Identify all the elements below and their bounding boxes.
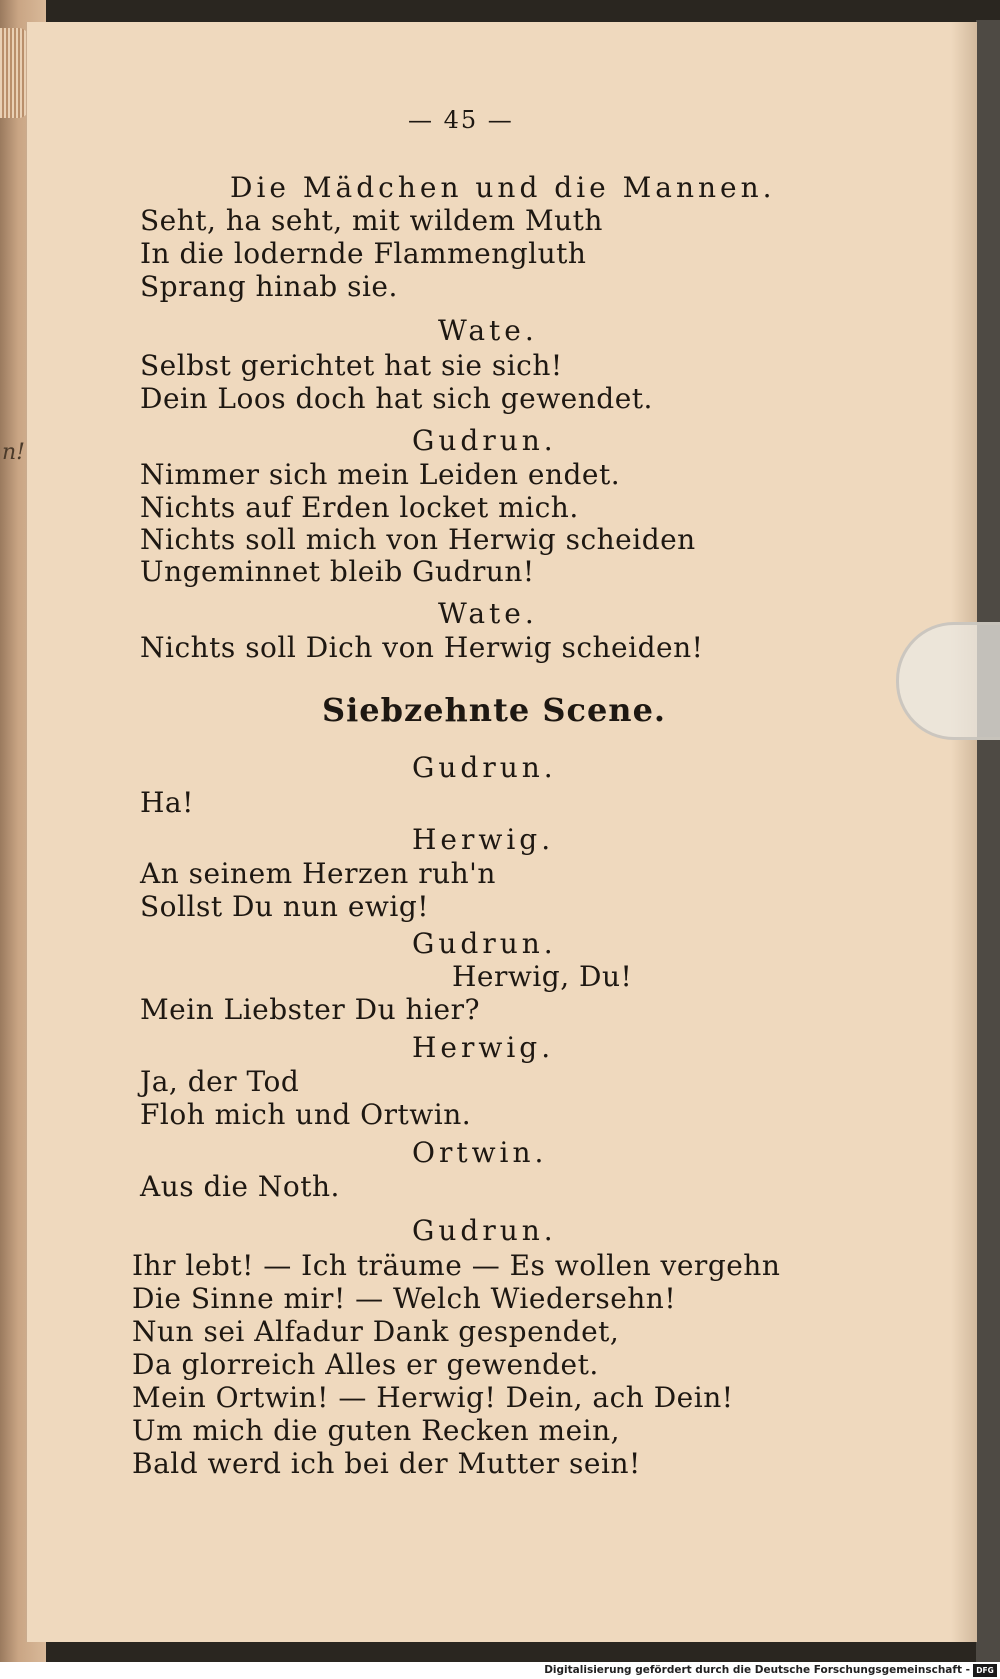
verse-line: Aus die Noth. xyxy=(140,1170,340,1203)
verse-line: Nichts soll Dich von Herwig scheiden! xyxy=(140,631,704,664)
verse-line: Sprang hinab sie. xyxy=(140,270,398,303)
verse-line: Herwig, Du! xyxy=(452,960,633,993)
verse-line: In die lodernde Flammengluth xyxy=(140,237,587,270)
speaker-name: Herwig. xyxy=(412,1031,555,1064)
speaker-name: Wate. xyxy=(438,597,538,630)
digitization-credit: Digitalisierung gefördert durch die Deutsche Forschungsgemeinschaft - xyxy=(544,1664,970,1676)
book-cover-edge xyxy=(976,20,1000,1662)
verse-line: Nun sei Alfadur Dank gespendet, xyxy=(132,1315,620,1348)
verse-line: Ungeminnet bleib Gudrun! xyxy=(140,555,535,588)
verse-line: Floh mich und Ortwin. xyxy=(140,1098,472,1131)
speaker-name: Gudrun. xyxy=(412,1214,557,1247)
bookmark-clip xyxy=(896,622,1000,740)
verse-line: An seinem Herzen ruh'n xyxy=(140,857,496,890)
verse-line: Die Sinne mir! — Welch Wiedersehn! xyxy=(132,1282,677,1315)
speaker-name: Herwig. xyxy=(412,823,555,856)
speaker-name: Ortwin. xyxy=(412,1136,548,1169)
speaker-name: Gudrun. xyxy=(412,751,557,784)
verse-line: Bald werd ich bei der Mutter sein! xyxy=(132,1447,641,1480)
verse-line: Mein Liebster Du hier? xyxy=(140,993,480,1026)
verse-line: Seht, ha seht, mit wildem Muth xyxy=(140,204,603,237)
verse-line: Ja, der Tod xyxy=(140,1065,300,1098)
verse-line: Ihr lebt! — Ich träume — Es wollen vergehn xyxy=(132,1249,781,1282)
verse-line: Nimmer sich mein Leiden endet. xyxy=(140,458,621,491)
facing-page-text-fragment: n! xyxy=(2,440,26,465)
page-shadow xyxy=(951,22,977,1642)
speaker-name: Gudrun. xyxy=(412,927,557,960)
verse-line: Nichts soll mich von Herwig scheiden xyxy=(140,523,696,556)
verse-line: Ha! xyxy=(140,786,194,819)
page-number: — 45 — xyxy=(408,106,514,134)
verse-line: Dein Loos doch hat sich gewendet. xyxy=(140,382,653,415)
speaker-name: Die Mädchen und die Mannen. xyxy=(230,171,776,204)
verse-line: Da glorreich Alles er gewendet. xyxy=(132,1348,599,1381)
speaker-name: Gudrun. xyxy=(412,424,557,457)
scene-heading: Siebzehnte Scene. xyxy=(322,691,667,729)
dfg-logo: DFG xyxy=(973,1664,997,1677)
verse-line: Mein Ortwin! — Herwig! Dein, ach Dein! xyxy=(132,1381,734,1414)
verse-line: Um mich die guten Recken mein, xyxy=(132,1414,621,1447)
speaker-name: Wate. xyxy=(438,314,538,347)
verse-line: Selbst gerichtet hat sie sich! xyxy=(140,349,563,382)
verse-line: Sollst Du nun ewig! xyxy=(140,890,430,923)
verse-line: Nichts auf Erden locket mich. xyxy=(140,491,579,524)
